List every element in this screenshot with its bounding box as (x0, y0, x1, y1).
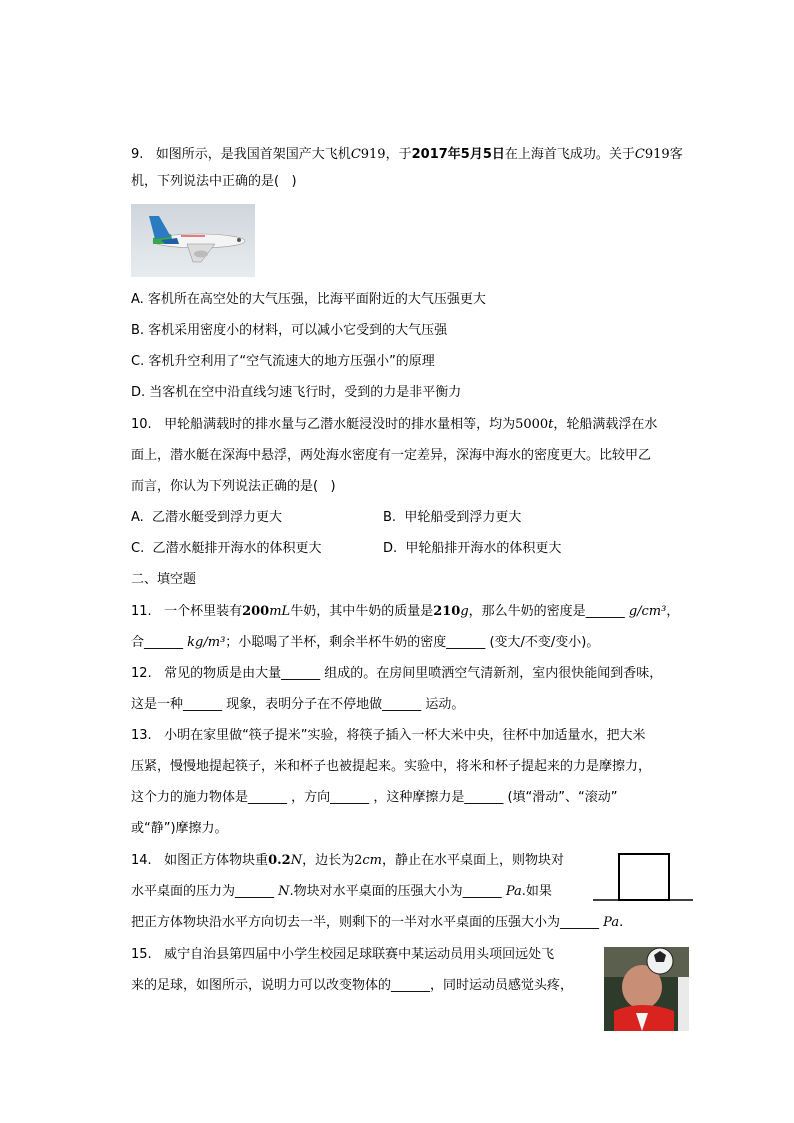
q14-u1: N (290, 853, 303, 868)
q15-line2 (131, 977, 573, 995)
q13-text-c: ，这种摩擦力是 (373, 790, 465, 805)
q9-text-b: ，于 (385, 147, 412, 162)
q14-u-pa-2: Pa (603, 915, 620, 930)
q11-line1 (131, 603, 679, 621)
q14-text-e: .物块对水平桌面的压强大小为 (289, 884, 463, 899)
q11-u3: g/cm³ (628, 604, 667, 619)
q9-line2: 机，下列说法中正确的是( ) (131, 174, 297, 189)
q14-text-d: 水平桌面的压力为 (131, 884, 236, 899)
q11-text-d: ， (666, 604, 680, 619)
q12-blank-1[interactable]: ______ (281, 666, 321, 681)
q9-date: 2017年5月5日 (411, 147, 505, 162)
q14-text-a: 14. 如图正方体物块重 (131, 853, 269, 868)
q12-text-b: 组成的。在房间里喷洒空气清新剂，室内很快能闻到香味， (324, 666, 663, 681)
q15-text-b: ，同时运动员感觉头疼， (430, 978, 574, 993)
q14-text-c: ，静止在水平桌面上，则物块对 (381, 853, 564, 868)
q15-text-a: 来的足球，如图所示，说明力可以改变物体的 (131, 978, 392, 993)
q13-blank-3[interactable]: ______ (464, 790, 504, 805)
q14-blank-3[interactable]: ______ (560, 915, 600, 930)
q11-u2: g (460, 604, 469, 619)
q9-text-d: 客 (669, 147, 683, 162)
q14-line2 (131, 883, 552, 901)
q10-text-a: 10. 甲轮船满载时的排水量与乙潜水艇浸没时的排水量相等，均为 (131, 417, 516, 432)
airplane-image (131, 204, 255, 277)
q9-text-a: 9. 如图所示，是我国首架国产大飞机 (131, 147, 351, 162)
q11-u1: mL (269, 604, 291, 619)
q13-text-b: ，方向 (291, 790, 331, 805)
q14-v2: 2 (354, 853, 363, 868)
q14-line3 (131, 914, 623, 932)
q14-text-g: 把正方体物块沿水平方向切去一半，则剩下的一半对水平桌面的压强大小为 (131, 915, 561, 930)
q13-line1: 13. 小明在家里做“筷子提米”实验，将筷子插入一杯大米中央，往杯中加适量水，把大米 (131, 728, 646, 743)
q12-blank-2[interactable]: ______ (183, 697, 223, 712)
q12-text-c: 这是一种 (131, 697, 184, 712)
q9-option-b: B. 客机采用密度小的材料，可以减小它受到的大气压强 (131, 323, 448, 338)
q15-blank-1[interactable]: ______ (391, 978, 431, 993)
q9-option-a: A. 客机所在高空处的大气压强，比海平面附近的大气压强更大 (131, 292, 486, 307)
q14-u2: cm (362, 853, 382, 868)
q9-c-2: C (634, 147, 645, 162)
q13-blank-2[interactable]: ______ (330, 790, 370, 805)
q11-he: 合 (131, 635, 145, 650)
q14-text-b: ，边长为 (302, 853, 355, 868)
q10-line3: 而言，你认为下列说法正确的是( ) (131, 479, 336, 494)
q10-option-d: D. 甲轮船排开海水的体积更大 (383, 541, 562, 556)
q11-text-c: ，那么牛奶的密度是 (468, 604, 586, 619)
q14-text-f: .如果 (521, 884, 552, 899)
q13-line3 (131, 789, 617, 807)
q11-blank-3[interactable]: ______ (446, 635, 486, 650)
q15-line1: 15. 威宁自治县第四届中小学生校园足球联赛中某运动员用头项回远处飞 (131, 947, 555, 962)
q13-blank-1[interactable]: ______ (248, 790, 288, 805)
q9-line1 (131, 146, 683, 164)
q10-line2: 面上，潜水艇在深海中悬浮，两处海水密度有一定差异，深海中海水的密度更大。比较甲乙 (131, 448, 652, 463)
q10-line1 (131, 416, 657, 434)
q12-line1 (131, 665, 662, 683)
q10-option-a: A. 乙潜水艇受到浮力更大 (131, 510, 283, 525)
cube-on-table-figure (591, 852, 695, 902)
q13-text-d: (填“滑动”、“滚动” (507, 790, 618, 805)
q14-line1 (131, 852, 564, 870)
q13-line2: 压紧，慢慢地提起筷子，米和杯子也被提起来。实验中，将米和杯子提起来的力是摩擦力， (131, 759, 652, 774)
q9-text-c: 在上海首飞成功。关于 (504, 147, 635, 162)
q9-919: 919 (360, 147, 386, 162)
q9-c: C (350, 147, 361, 162)
q13-text-a: 这个力的施力物体是 (131, 790, 249, 805)
soccer-player-image (604, 947, 689, 1031)
q14-v1: 0.2 (268, 853, 291, 868)
q14-u-pa: Pa (505, 884, 522, 899)
q10-option-b: B. 甲轮船受到浮力更大 (383, 510, 522, 525)
section-title-fill-blank: 二、填空题 (131, 572, 197, 587)
q9-919-2: 919 (644, 147, 670, 162)
q14-text-h: . (619, 915, 624, 930)
q12-line2 (131, 696, 464, 714)
q11-blank-1[interactable]: ______ (585, 604, 625, 619)
q14-blank-2[interactable]: ______ (462, 884, 502, 899)
q11-v1: 200 (242, 604, 270, 619)
q10-unit: t (548, 417, 554, 432)
q12-text-a: 12. 常见的物质是由大量 (131, 666, 282, 681)
q13-line4: 或“静”)摩擦力。 (131, 821, 228, 836)
q11-v2: 210 (433, 604, 461, 619)
q11-text-f: (变大/不变/变小)。 (489, 635, 600, 650)
q10-options-row1 (131, 509, 611, 527)
q10-option-c: C. 乙潜水艇排开海水的体积更大 (131, 541, 322, 556)
q10-value: 5000 (515, 417, 549, 432)
q12-text-d: 现象，表明分子在不停地做 (226, 697, 383, 712)
q11-blank-2[interactable]: ______ (144, 635, 184, 650)
q12-blank-3[interactable]: ______ (382, 697, 422, 712)
q10-options-row2 (131, 540, 611, 558)
q9-option-d: D. 当客机在空中沿直线匀速飞行时，受到的力是非平衡力 (131, 385, 462, 400)
q9-option-c: C. 客机升空利用了“空气流速大的地方压强小”的原理 (131, 354, 435, 369)
q11-line2 (131, 634, 599, 652)
q11-u4: kg/m³ (187, 635, 226, 650)
q11-text-b: 牛奶，其中牛奶的质量是 (290, 604, 434, 619)
q12-text-e: 运动。 (425, 697, 465, 712)
q11-text-e: ；小聪喝了半杯，剩余半杯牛奶的密度 (225, 635, 447, 650)
q11-text-a: 11. 一个杯里装有 (131, 604, 243, 619)
q14-u-n: N (278, 884, 290, 899)
q14-blank-1[interactable]: ______ (235, 884, 275, 899)
q10-text-b: ，轮船满载浮在水 (553, 417, 658, 432)
